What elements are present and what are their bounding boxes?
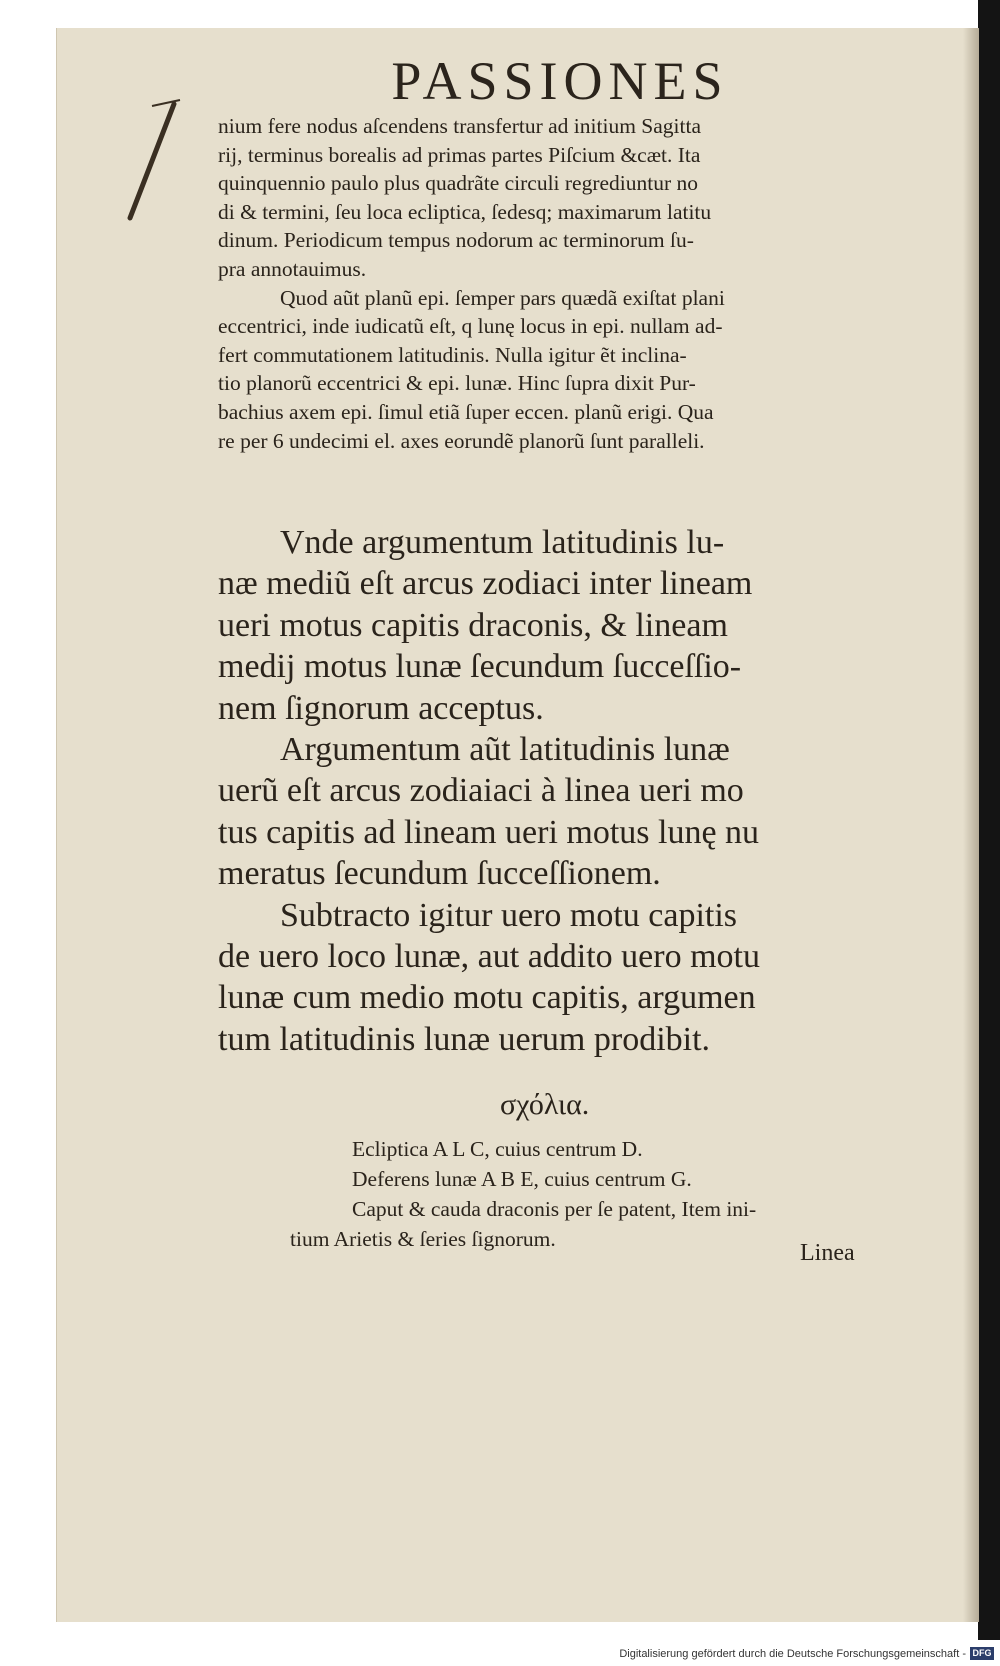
text-line: Quod aũt planũ epi. ſemper pars quædã exiſtat plani [280,285,725,310]
text-line: tum latitudinis lunæ uerum prodibit. [218,1020,711,1058]
text-line: Caput & cauda draconis per ſe patent, Item ini- [352,1197,757,1221]
text-line: uerũ eſt arcus zodiaiaci à linea ueri mo [218,772,744,810]
text-line: Ecliptica A L C, cuius centrum D. [352,1137,643,1161]
text-line: de uero loco lunæ, aut addito uero motu [218,938,760,976]
text-line: næ mediũ eſt arcus zodiaci inter lineam [218,565,753,603]
text-line: eccentrici, inde iudicatũ eſt, q lunę locus in epi. nullam ad- [218,314,723,339]
text-line: re per 6 undecimi el. axes eorundẽ planorũ ſunt paralleli. [218,428,705,453]
scholia-heading: σχόλια. [500,1088,590,1121]
text-line: quinquennio paulo plus quadrãte circuli regrediuntur no [218,171,699,196]
text-line: tio planorũ eccentrici & epi. lunæ. Hinc ſupra dixit Pur- [218,371,696,396]
book-edge [978,0,1000,1640]
funding-note: Digitalisierung gefördert durch die Deutsche Forschungsgemeinschaft - [619,1648,966,1660]
text-line: tium Arietis & ſeries ſignorum. [290,1227,556,1251]
text-line: medij motus lunæ ſecundum ſucceſſio- [218,648,742,686]
text-line: bachius axem epi. ſimul etiã ſuper eccen. planũ erigi. Qua [218,399,714,424]
text-line: ueri motus capitis draconis, & lineam [218,606,728,644]
text-line: nem ſignorum acceptus. [218,689,544,727]
text-line: lunæ cum medio motu capitis, argumen [218,979,756,1017]
text-line: Deferens lunæ A B E, cuius centrum G. [352,1167,692,1191]
text-line: tus capitis ad lineam ueri motus lunę nu [218,813,760,851]
text-line: meratus ſecundum ſucceſſionem. [218,855,661,893]
text-line: pra annotauimus. [218,256,367,281]
text-line: rij, terminus borealis ad primas partes Piſcium &cæt. Ita [218,142,701,167]
commentary-paragraph [218,112,884,455]
main-text [218,522,884,1060]
catchword: Linea [800,1240,855,1266]
text-line: nium fere nodus aſcendens transfertur ad initium Sagitta [218,114,702,138]
text-line: fert commutationem latitudinis. Nulla igitur ẽt inclina- [218,342,687,367]
text-line: Argumentum aũt latitudinis lunæ [280,731,730,769]
text-line: Vnde argumentum latitudinis lu- [280,524,725,561]
text-line: Subtracto igitur uero motu capitis [280,896,738,934]
page-gutter-shadow [963,28,979,1622]
marginal-pen-stroke [122,96,182,226]
dfg-logo: DFG [970,1647,994,1660]
text-line: di & termini, ſeu loca ecliptica, ſedesq; maximarum latitu [218,199,712,224]
scholia-text [290,1134,890,1254]
text-line: dinum. Periodicum tempus nodorum ac terminorum ſu- [218,228,694,253]
running-head: PASSIONES [391,51,729,111]
